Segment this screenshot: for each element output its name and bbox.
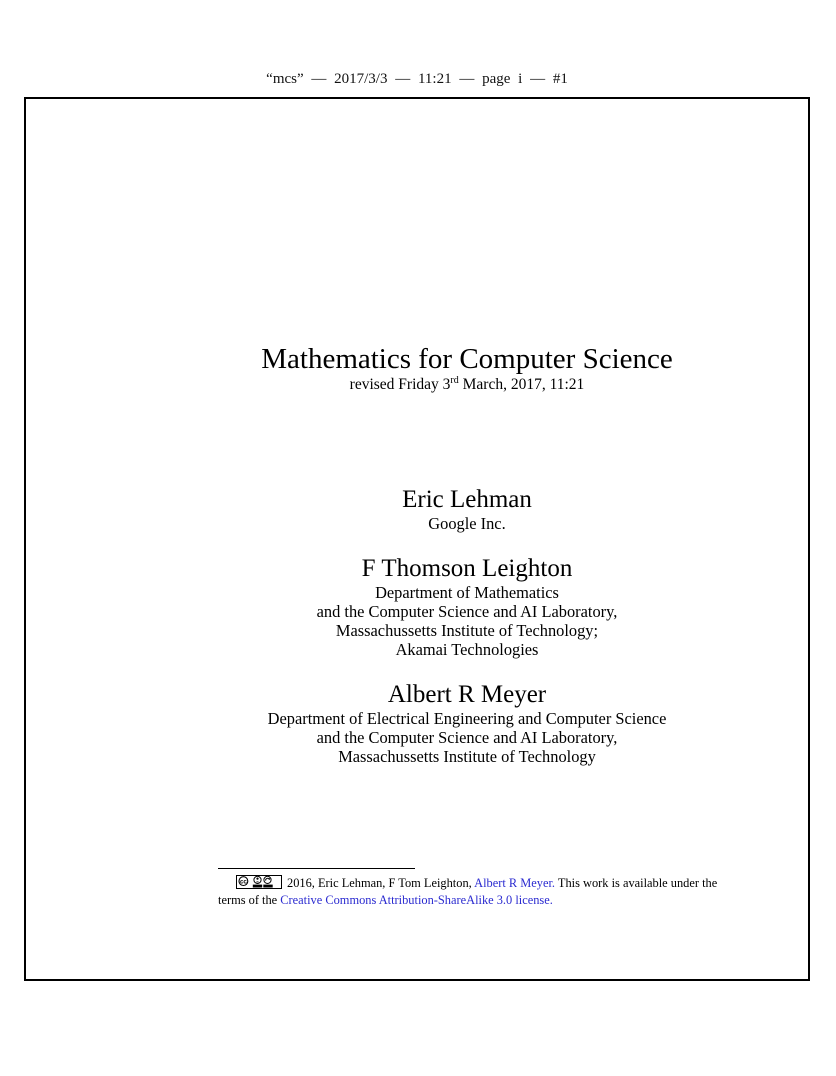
revision-date-post: March, 2017, 11:21 bbox=[458, 376, 585, 393]
author-affiliation: Akamai Technologies bbox=[395, 640, 539, 659]
author-meyer-link[interactable]: Albert R Meyer. bbox=[474, 876, 556, 890]
author-block-leighton bbox=[218, 555, 716, 659]
author-affiliation: Google Inc. bbox=[428, 514, 506, 533]
author-block-lehman bbox=[218, 486, 716, 533]
author-affiliation: Department of Mathematics bbox=[375, 583, 559, 602]
page-border-frame bbox=[24, 97, 810, 981]
footnote-line-2 bbox=[218, 892, 720, 909]
book-title: Mathematics for Computer Science bbox=[261, 343, 673, 375]
author-name: Albert R Meyer bbox=[387, 681, 547, 708]
author-affiliation: Department of Electrical Engineering and Computer Science bbox=[267, 709, 667, 728]
footnote-availability-text: This work is available under the bbox=[555, 876, 718, 890]
running-header: “mcs” — 2017/3/3 — 11:21 — page i — #1 bbox=[266, 71, 568, 87]
footnote-terms-text: terms of the bbox=[218, 892, 281, 907]
svg-text:cc: cc bbox=[239, 878, 247, 886]
author-affiliation: Massachussetts Institute of Technology; bbox=[335, 621, 599, 640]
author-affiliation: Massachussetts Institute of Technology bbox=[338, 747, 596, 766]
revision-date-pre: revised Friday 3 bbox=[349, 376, 451, 393]
creative-commons-license-link[interactable]: Creative Commons Attribution-ShareAlike 3.0 license. bbox=[280, 892, 553, 907]
cc-license-badge[interactable] bbox=[236, 875, 282, 889]
footnote-line-1 bbox=[218, 875, 720, 892]
cc-by-sa-icon bbox=[236, 875, 282, 889]
author-affiliation: and the Computer Science and AI Laboratory, bbox=[316, 602, 618, 621]
footnote-copyright-text: 2016, Eric Lehman, F Tom Leighton, bbox=[287, 876, 475, 890]
license-footnote bbox=[218, 875, 720, 908]
author-affiliation: and the Computer Science and AI Laboratory, bbox=[316, 728, 618, 747]
author-block-meyer bbox=[218, 681, 716, 766]
revision-date bbox=[218, 376, 716, 394]
footnote-rule bbox=[218, 868, 415, 869]
revision-date-ordinal-superscript: rd bbox=[450, 374, 459, 386]
author-name: Eric Lehman bbox=[402, 486, 532, 513]
author-name: F Thomson Leighton bbox=[361, 555, 573, 582]
